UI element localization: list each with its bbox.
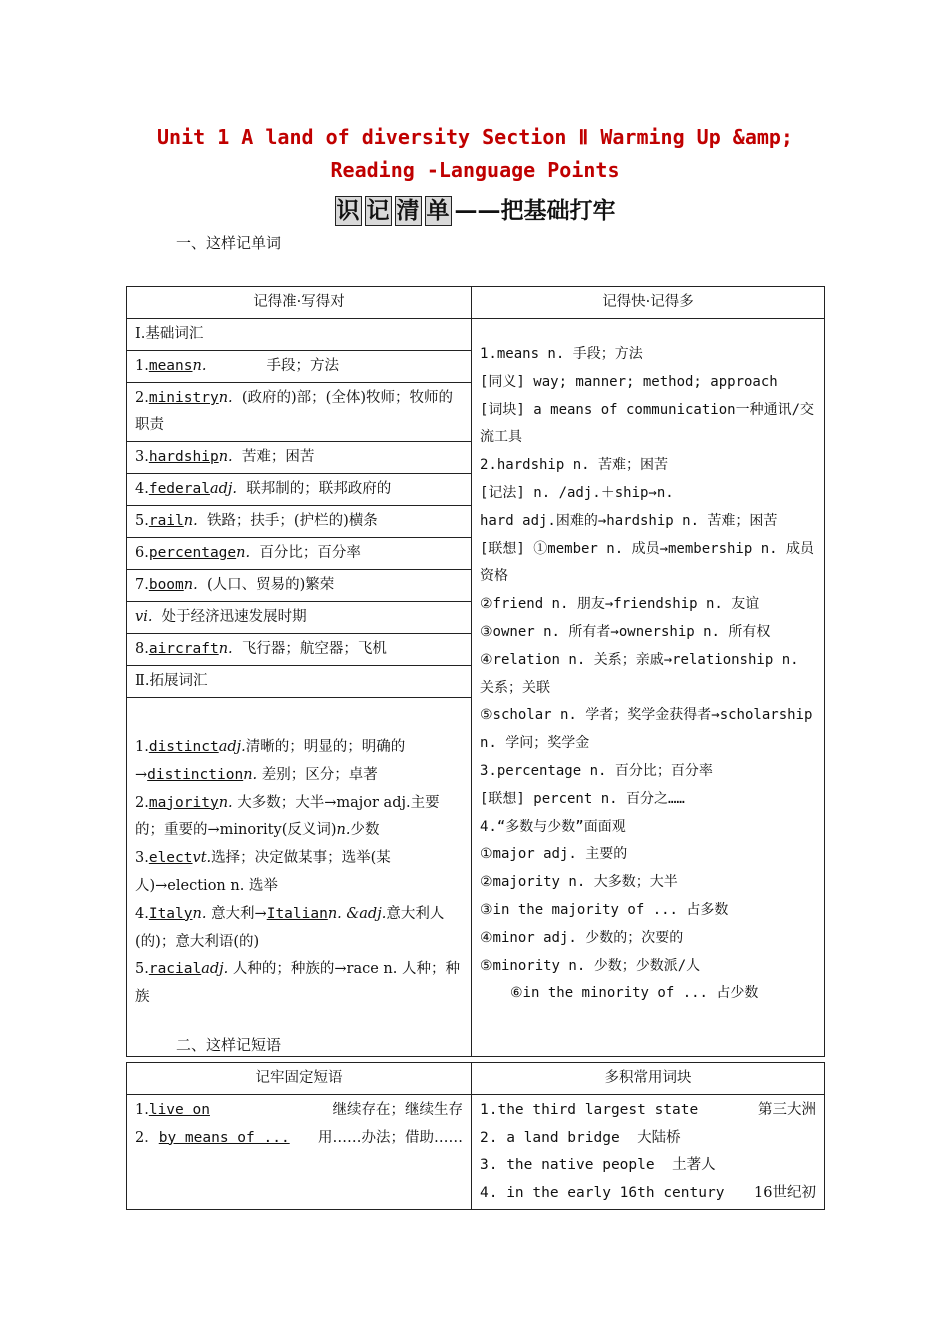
memory-tip-line: ④relation n. 关系；亲戚→relationship n. 关系；关联 — [480, 651, 799, 696]
basic-vocab-row: 5.railn. 铁路；扶手；(护栏的)横条 — [127, 506, 472, 538]
ext-vocab-item: 5.racialadj. 人种的；种族的→race n. 人种；种族 — [135, 961, 460, 1006]
banner-box-char: 清 — [396, 197, 420, 224]
banner-dash: —— — [454, 197, 501, 224]
ext-vocab-item: 1.distinctadj.清晰的；明显的；明确的→distinctionn. 差别；区分；卓著 — [135, 739, 406, 783]
memory-tip-line: 2.hardship n. 苦难；困苦 — [480, 457, 669, 474]
phrases-right-header: 多积常用词块 — [472, 1063, 825, 1095]
memory-tip-line: [联想] percent n. 百分之…… — [480, 790, 685, 807]
word-chunk-item: 2. a land bridge 大陆桥 — [480, 1129, 681, 1146]
ext-vocab-header: Ⅱ.拓展词汇 — [127, 666, 472, 698]
banner-box-char: 识 — [336, 197, 360, 224]
section-heading-vocab: 一、这样记单词 — [176, 234, 282, 252]
fixed-phrase-item: 2．by means of ... 用……办法；借助…… — [135, 1129, 463, 1146]
doc-title-line2: Reading -Language Points — [330, 158, 620, 182]
ext-vocab-item: 3.electvt.选择；决定做某事；选举(某人)→election n. 选举 — [135, 850, 391, 894]
vocab-left-header: 记得准·写得对 — [127, 287, 472, 319]
word-chunk-item: 4. in the early 16th century 16世纪初 — [480, 1184, 816, 1201]
memory-tip-line: 3.percentage n. 百分比；百分率 — [480, 762, 713, 779]
memory-tip-line: ③in the majority of ... 占多数 — [480, 901, 729, 918]
phrases-left-header: 记牢固定短语 — [127, 1063, 472, 1095]
memory-tip-line: ②majority n. 大多数；大半 — [480, 874, 678, 891]
memory-tip-line: ⑥in the minority of ... 占少数 — [510, 985, 759, 1002]
basic-vocab-row: 6.percentagen. 百分比；百分率 — [127, 538, 472, 570]
ext-vocab-cell — [127, 698, 472, 1057]
memory-tip-line: [联想] ①member n. 成员→membership n. 成员资格 — [480, 540, 815, 585]
word-chunk-item: 3. the native people 土著人 — [480, 1157, 716, 1173]
fixed-phrase-item: 1.live on 继续存在；继续生存 — [135, 1102, 463, 1118]
basic-vocab-row: 1.meansn. 手段；方法 — [127, 351, 472, 383]
vocab-right-header: 记得快·记得多 — [472, 287, 825, 319]
memory-tip-line: 4.“多数与少数”面面观 — [480, 818, 626, 835]
memory-tip-line: ②friend n. 朋友→friendship n. 友谊 — [480, 596, 760, 613]
basic-vocab-header: Ⅰ.基础词汇 — [127, 319, 472, 351]
memory-tip-line: ①major adj. 主要的 — [480, 846, 628, 863]
word-chunks-cell — [472, 1095, 825, 1210]
ext-vocab-item: 2.majorityn. 大多数；大半→major adj.主要的；重要的→minority(反义词)n.少数 — [135, 794, 440, 839]
section-heading-phrases: 二、这样记短语 — [176, 1036, 282, 1054]
ext-vocab-item: 4.Italyn. 意大利→Italiann. &adj.意大利人(的)；意大利语(的) — [135, 905, 445, 950]
basic-vocab-row: 8.aircraftn. 飞行器；航空器；飞机 — [127, 634, 472, 666]
memory-tip-line: [同义] way; manner; method; approach — [480, 373, 778, 390]
basic-vocab-row: 7.boomn. (人口、贸易的)繁荣 — [127, 570, 472, 602]
banner-box-char: 单 — [426, 197, 450, 224]
basic-vocab-row: 3.hardshipn. 苦难；困苦 — [127, 442, 472, 474]
memory-tip-line: hard adj.困难的→hardship n. 苦难；困苦 — [480, 512, 778, 529]
basic-vocab-row: 4.federaladj. 联邦制的；联邦政府的 — [127, 474, 472, 506]
fixed-phrases-cell — [127, 1095, 472, 1210]
phrases-table — [126, 1062, 825, 1210]
banner-text: 把基础打牢 — [500, 197, 616, 224]
memory-tip-line: ⑤minority n. 少数；少数派/人 — [480, 957, 701, 974]
memory-tip-line: [记法] n. /adj.＋ship→n. — [480, 484, 674, 501]
banner-box-char: 记 — [366, 197, 390, 224]
vocab-table — [126, 286, 825, 1057]
memory-tip-line: ③owner n. 所有者→ownership n. 所有权 — [480, 623, 771, 640]
memory-tip-line: 1.means n. 手段；方法 — [480, 346, 643, 362]
memory-tip-line: [词块] a means of communication一种通讯/交流工具 — [480, 401, 815, 446]
memory-tip-line: ⑤scholar n. 学者；奖学金获得者→scholarship n. 学问；奖学金 — [480, 707, 813, 752]
word-chunk-item: 1.the third largest state 第三大洲 — [480, 1102, 816, 1118]
memory-tips-cell — [472, 319, 825, 1057]
memory-tip-line: ④minor adj. 少数的；次要的 — [480, 929, 684, 946]
doc-title-line1: Unit 1 A land of diversity Section Ⅱ Warming Up &amp; — [157, 125, 793, 149]
basic-vocab-row: vi. 处于经济迅速发展时期 — [127, 602, 472, 634]
section-banner — [0, 192, 950, 226]
basic-vocab-row: 2.ministryn. (政府的)部；(全体)牧师；牧师的职责 — [127, 383, 472, 442]
